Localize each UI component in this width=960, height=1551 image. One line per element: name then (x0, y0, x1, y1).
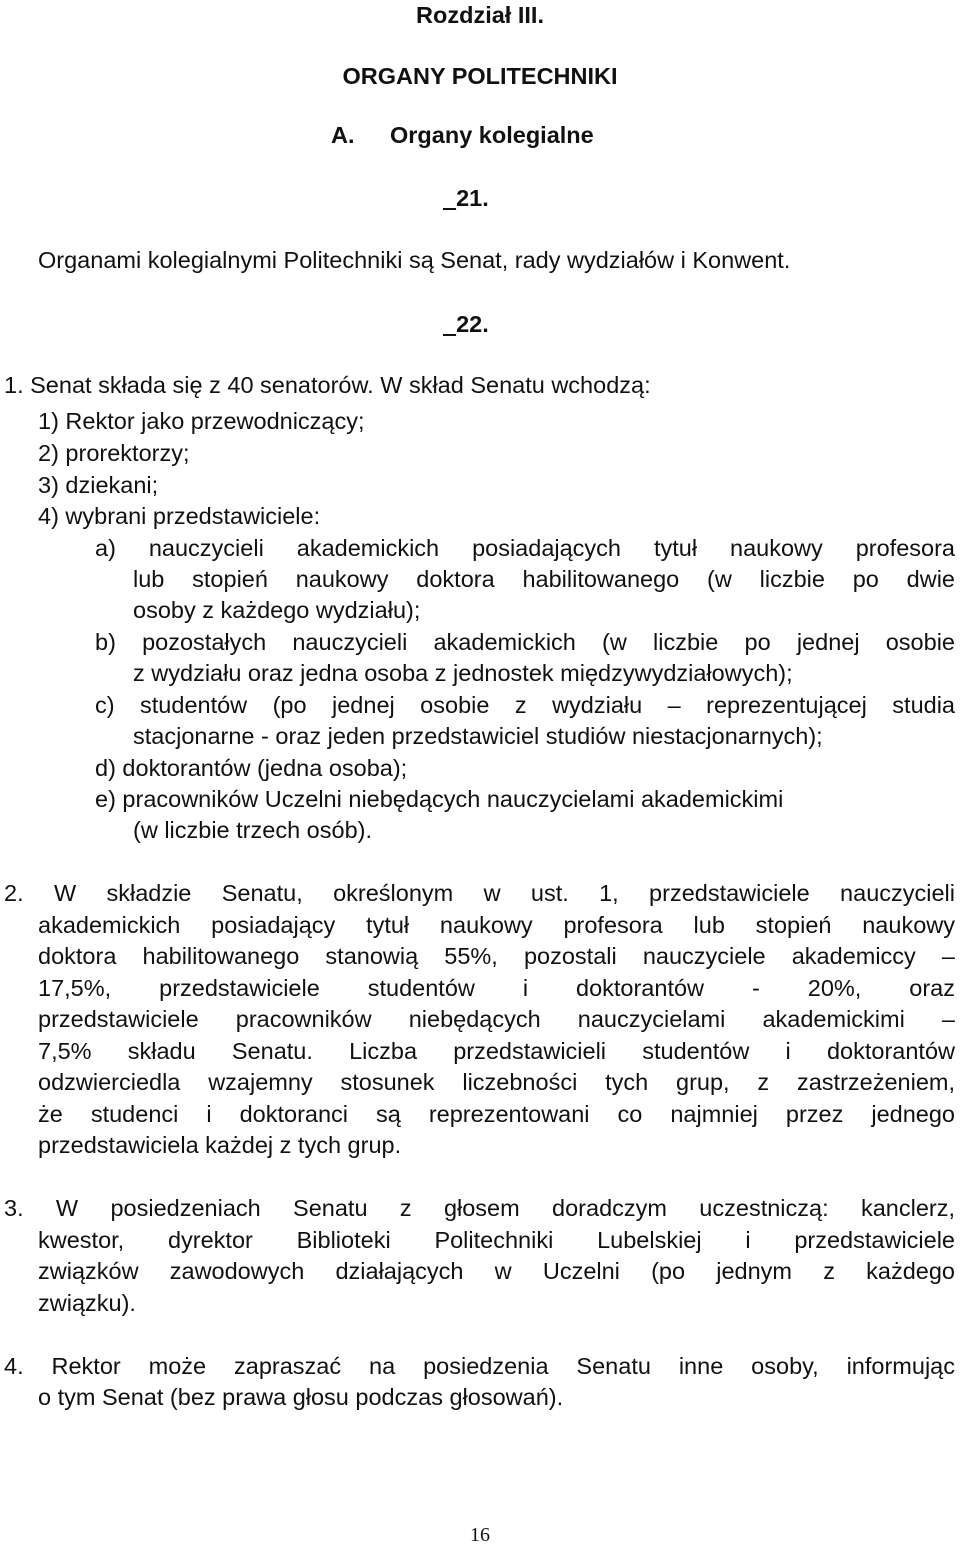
par22-point3-line: 3. W posiedzeniach Senatu z głosem doradczym uczestniczą: kanclerz, (4, 1195, 955, 1221)
section-letter: A. (331, 122, 355, 148)
par22-point2-line: odzwierciedla wzajemny stosunek liczebności tych grup, z zastrzeżeniem, (38, 1069, 955, 1095)
subitem-c-line: c) studentów (po jednej osobie z wydziału – reprezentującej studia (95, 692, 955, 718)
par22-point2-line: 7,5% składu Senatu. Liczba przedstawicieli studentów i doktorantów (38, 1038, 955, 1064)
par22-point2-line: przedstawiciela każdej z tych grup. (38, 1132, 402, 1158)
subitem-e-line: (w liczbie trzech osób). (133, 817, 372, 843)
par22-point2-line: 17,5%, przedstawiciele studentów i doktorantów - 20%, oraz (38, 975, 955, 1001)
subitem-a-line: lub stopień naukowy doktora habilitowanego (w liczbie po dwie (133, 566, 955, 592)
section-title: Organy kolegialne (390, 122, 594, 148)
par22-point3-line: związku). (38, 1290, 136, 1316)
subitem-e-line: e) pracowników Uczelni niebędących nauczycielami akademickimi (95, 786, 784, 812)
subitem-c-line: stacjonarne - oraz jeden przedstawiciel studiów niestacjonarnych); (133, 723, 823, 749)
list-item: 1) Rektor jako przewodniczący; (38, 408, 365, 434)
subitem-a-line: a) nauczycieli akademickich posiadających tytuł naukowy profesora (95, 535, 955, 561)
subitem-b-line: b) pozostałych nauczycieli akademickich (w liczbie po jednej osobie (95, 629, 955, 655)
par22-point2-line: że studenci i doktoranci są reprezentowani co najmniej przez jednego (38, 1101, 955, 1127)
subitem-b-line: z wydziału oraz jedna osoba z jednostek międzywydziałowych); (133, 660, 793, 686)
section-sign-22: 22. (456, 311, 489, 337)
par22-point2-line: akademickich posiadający tytuł naukowy profesora lub stopień naukowy (38, 912, 955, 938)
chapter-subtitle: ORGANY POLITECHNIKI (342, 63, 618, 89)
chapter-title: Rozdział III. (416, 2, 544, 28)
par22-point3-line: kwestor, dyrektor Biblioteki Politechniki Lubelskiej i przedstawiciele (38, 1227, 955, 1253)
par22-point2-line: 2. W składzie Senatu, określonym w ust. 1, przedstawiciele nauczycieli (4, 880, 955, 906)
page-number: 16 (470, 1524, 490, 1546)
section-sign-21: 21. (456, 185, 489, 211)
par22-point4-line: o tym Senat (bez prawa głosu podczas głosowań). (38, 1384, 564, 1410)
par22-point3-line: związków zawodowych działających w Uczelni (po jednym z każdego (38, 1258, 955, 1284)
list-item: 4) wybrani przedstawiciele: (38, 503, 321, 529)
par22-point1-intro: 1. Senat składa się z 40 senatorów. W skład Senatu wchodzą: (4, 372, 651, 398)
list-item: 3) dziekani; (38, 472, 159, 498)
par22-point2-line: doktora habilitowanego stanowią 55%, pozostali nauczyciele akademiccy – (38, 943, 955, 969)
par21-text: Organami kolegialnymi Politechniki są Senat, rady wydziałów i Konwent. (38, 247, 791, 273)
subitem-d-line: d) doktorantów (jedna osoba); (95, 755, 408, 781)
par22-point4-line: 4. Rektor może zapraszać na posiedzenia Senatu inne osoby, informując (4, 1353, 955, 1379)
par22-point2-line: przedstawiciele pracowników niebędących nauczycielami akademickimi – (38, 1006, 955, 1032)
subitem-a-line: osoby z każdego wydziału); (133, 597, 421, 623)
list-item: 2) prorektorzy; (38, 440, 190, 466)
